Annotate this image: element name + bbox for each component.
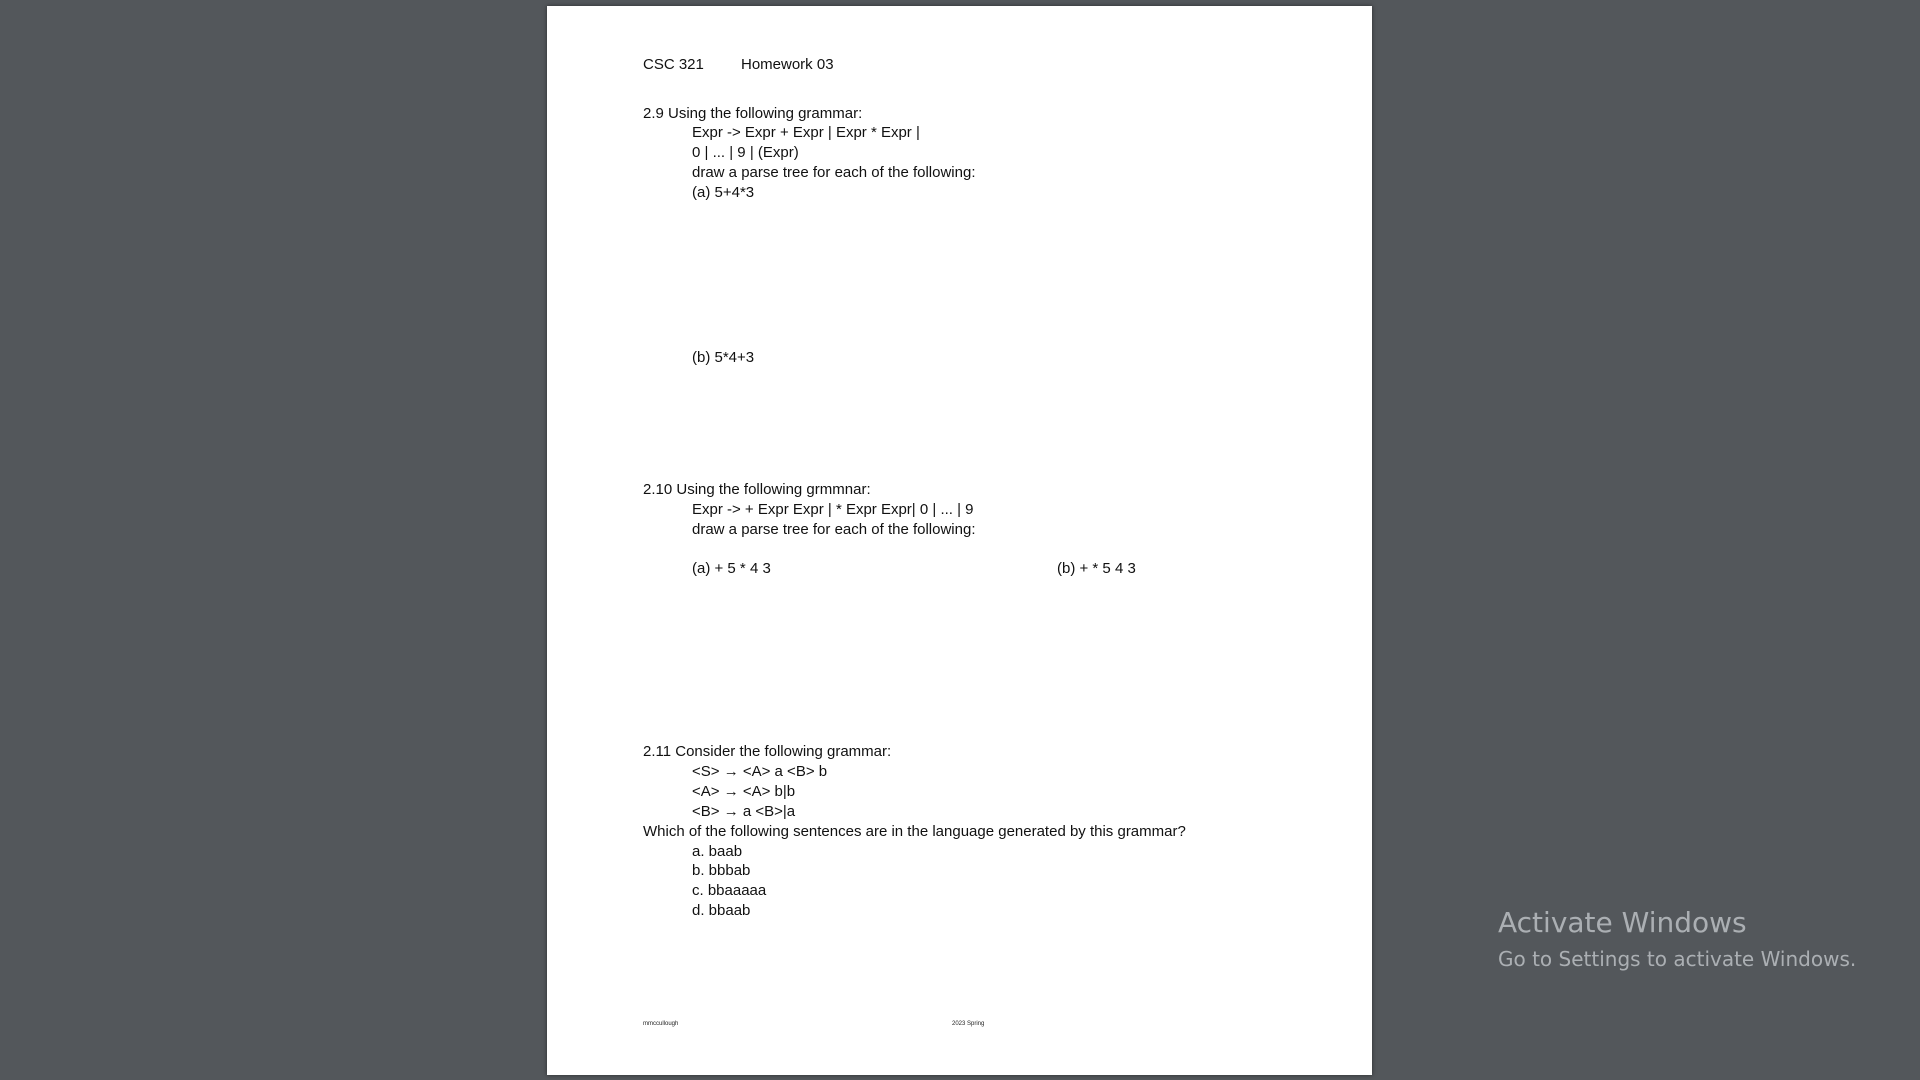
q210-instruction: draw a parse tree for each of the following: [692, 521, 976, 538]
q210-part-b: (b) + * 5 4 3 [1057, 560, 1136, 577]
q210-heading: 2.10 Using the following grmmnar: [643, 481, 871, 498]
q29-grammar-line2: 0 | ... | 9 | (Expr) [692, 144, 799, 161]
footer-term: 2023 Spring [952, 1021, 985, 1027]
q211-option-d: d. bbaab [692, 902, 751, 919]
q211-rule2: <A> → <A> b|b [692, 783, 796, 800]
document-page [547, 6, 1372, 1075]
q210-part-a: (a) + 5 * 4 3 [692, 560, 771, 577]
q211-rule3: <B> → a <B>|a [692, 803, 796, 820]
q29-part-a: (a) 5+4*3 [692, 184, 755, 201]
q211-option-a: a. baab [692, 843, 743, 860]
q211-heading: 2.11 Consider the following grammar: [643, 743, 892, 760]
q211-option-c: c. bbaaaaa [692, 882, 767, 899]
activate-windows-title: Activate Windows [1498, 906, 1747, 939]
q210-grammar-line1: Expr -> + Expr Expr | * Expr Expr| 0 | ... | 9 [692, 501, 974, 518]
q211-rule1: <S> → <A> a <B> b [692, 763, 828, 780]
q211-option-b: b. bbbab [692, 862, 751, 879]
q211-question: Which of the following sentences are in the language generated by this grammar? [643, 823, 1186, 840]
q29-instruction: draw a parse tree for each of the following: [692, 164, 976, 181]
course-code: CSC 321 [643, 56, 704, 73]
q29-grammar-line1: Expr -> Expr + Expr | Expr * Expr | [692, 124, 920, 141]
homework-title: Homework 03 [741, 56, 834, 73]
activate-windows-subtitle: Go to Settings to activate Windows. [1498, 947, 1857, 971]
q29-heading: 2.9 Using the following grammar: [643, 105, 863, 122]
q29-part-b: (b) 5*4+3 [692, 349, 755, 366]
footer-author: mmccullough [643, 1021, 679, 1027]
